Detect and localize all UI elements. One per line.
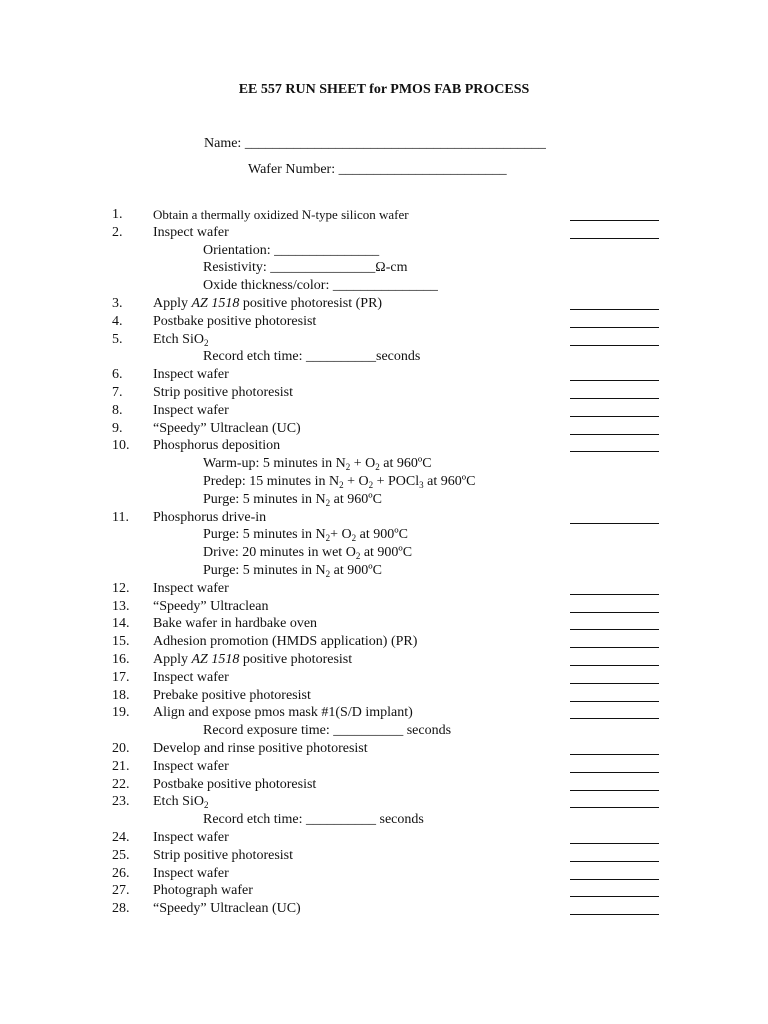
step-detail-text[interactable]: Orientation: _______________ [203, 242, 380, 258]
step-row [0, 402, 768, 420]
step-detail-row [0, 348, 768, 366]
step-number: 1. [112, 207, 123, 222]
step-number: 18. [112, 687, 130, 703]
step-text: Postbake positive photoresist [153, 776, 317, 792]
step-number: 24. [112, 830, 130, 845]
step-detail-text[interactable]: Record etch time: __________seconds [203, 349, 421, 365]
step-number: 28. [112, 901, 130, 917]
checkoff-line[interactable] [570, 220, 659, 221]
text-segment: + O [350, 456, 376, 472]
step-row [0, 704, 768, 722]
step-text: Inspect wafer [153, 224, 229, 240]
checkoff-line[interactable] [570, 790, 659, 791]
subscript: 2 [375, 462, 380, 473]
step-row [0, 776, 768, 794]
step-text [153, 331, 208, 349]
step-text: “Speedy” Ultraclean (UC) [153, 420, 301, 436]
checkoff-line[interactable] [570, 523, 659, 524]
step-number: 5. [112, 331, 123, 347]
checkoff-line[interactable] [570, 754, 659, 755]
step-text: Obtain a thermally oxidized N-type silicon wafer [153, 207, 409, 222]
step-row [0, 615, 768, 633]
step-text: Inspect wafer [153, 580, 229, 596]
step-detail-text[interactable] [203, 544, 412, 562]
checkoff-line[interactable] [570, 451, 659, 452]
step-detail-row [0, 491, 768, 509]
checkoff-line[interactable] [570, 398, 659, 399]
step-number: 25. [112, 847, 130, 863]
step-number: 19. [112, 705, 130, 721]
step-row [0, 633, 768, 651]
step-text [153, 651, 352, 669]
step-text: Develop and rinse positive photoresist [153, 741, 368, 756]
text-segment: Drive: 20 minutes in wet O [203, 545, 356, 561]
checkoff-line[interactable] [570, 380, 659, 381]
text-segment: at 960ºC [330, 491, 382, 507]
step-detail-text[interactable] [203, 562, 382, 580]
step-number: 3. [112, 296, 123, 311]
step-row [0, 366, 768, 384]
step-number: 21. [112, 758, 130, 774]
step-detail-row [0, 455, 768, 473]
step-text: Bake wafer in hardbake oven [153, 616, 318, 632]
step-detail-row [0, 526, 768, 544]
step-text: Inspect wafer [153, 830, 229, 845]
wafer-number-field[interactable]: Wafer Number: ________________________ [248, 162, 507, 177]
checkoff-line[interactable] [570, 718, 659, 719]
checkoff-line[interactable] [570, 594, 659, 595]
text-segment: Purge: 5 minutes in N [203, 563, 326, 578]
checkoff-line[interactable] [570, 914, 659, 915]
step-detail-row [0, 722, 768, 740]
step-row [0, 882, 768, 900]
step-row [0, 598, 768, 616]
step-text: Phosphorus drive-in [153, 509, 267, 525]
step-row [0, 847, 768, 865]
step-text: Prebake positive photoresist [153, 687, 311, 703]
text-segment: + POCl [373, 474, 420, 489]
subscript: 2 [351, 533, 357, 544]
step-text: “Speedy” Ultraclean [153, 598, 269, 614]
text-segment: Purge: 5 minutes in N [203, 527, 326, 543]
checkoff-line[interactable] [570, 701, 659, 702]
checkoff-line[interactable] [570, 612, 659, 613]
step-detail-text[interactable]: Record etch time: __________ seconds [203, 812, 424, 828]
text-segment: at 900ºC [360, 545, 413, 561]
step-detail-text[interactable]: Resistivity: _______________Ω-cm [203, 260, 408, 276]
step-number: 27. [112, 883, 130, 899]
step-number: 11. [112, 509, 129, 525]
step-detail-row [0, 811, 768, 829]
step-number: 22. [112, 776, 130, 792]
step-number: 8. [112, 402, 123, 418]
step-row [0, 669, 768, 687]
subscript: 2 [339, 480, 344, 490]
step-row [0, 331, 768, 349]
step-row [0, 900, 768, 918]
step-number: 7. [112, 385, 123, 400]
checkoff-line[interactable] [570, 861, 659, 862]
italic-product-name: AZ 1518 [191, 296, 240, 311]
step-row [0, 651, 768, 669]
step-row [0, 740, 768, 758]
checkoff-line[interactable] [570, 416, 659, 417]
checkoff-line[interactable] [570, 238, 659, 239]
checkoff-line[interactable] [570, 647, 659, 648]
step-number: 6. [112, 367, 123, 383]
text-segment: Apply [153, 652, 192, 667]
step-detail-row [0, 277, 768, 295]
step-detail-row [0, 473, 768, 491]
step-row [0, 224, 768, 242]
step-row [0, 313, 768, 331]
step-row [0, 829, 768, 847]
step-text [153, 295, 382, 313]
text-segment: at 900ºC [356, 527, 408, 543]
step-row [0, 384, 768, 402]
step-detail-text[interactable] [203, 455, 432, 473]
step-text: Inspect wafer [153, 865, 229, 881]
step-number: 15. [112, 634, 130, 650]
text-segment: positive photoresist [239, 652, 353, 667]
step-number: 17. [112, 669, 130, 685]
checkoff-line[interactable] [570, 772, 659, 773]
checkoff-line[interactable] [570, 807, 659, 808]
checkoff-line[interactable] [570, 434, 659, 435]
step-number: 10. [112, 438, 130, 454]
text-segment: at 960ºC [423, 474, 476, 489]
text-segment: at 900ºC [330, 563, 382, 578]
step-row [0, 295, 768, 313]
step-text: Postbake positive photoresist [153, 313, 317, 329]
subscript: 2 [203, 337, 209, 348]
text-segment: Etch SiO [153, 331, 204, 347]
step-text [153, 793, 208, 811]
step-row [0, 420, 768, 438]
text-segment: + O [343, 474, 369, 489]
step-number: 12. [112, 580, 130, 596]
text-segment: Etch SiO [153, 794, 204, 810]
step-text: Inspect wafer [153, 367, 229, 383]
step-row [0, 580, 768, 598]
text-segment: Apply [153, 296, 192, 311]
text-segment: at 960ºC [379, 456, 432, 472]
step-row [0, 206, 768, 224]
checkoff-line[interactable] [570, 896, 659, 897]
step-detail-row [0, 242, 768, 260]
step-detail-row [0, 562, 768, 580]
step-text: Inspect wafer [153, 758, 229, 774]
subscript: 2 [203, 800, 209, 811]
text-segment: positive photoresist (PR) [239, 296, 383, 311]
checkoff-line[interactable] [570, 327, 659, 328]
text-segment: Purge: 5 minutes in N [203, 491, 326, 507]
step-number: 14. [112, 616, 130, 632]
step-detail-row [0, 544, 768, 562]
italic-product-name: AZ 1518 [191, 652, 240, 667]
text-segment: Predep: 15 minutes in N [203, 474, 340, 489]
subscript: 2 [325, 533, 331, 544]
step-detail-text[interactable] [203, 526, 408, 544]
step-text: Strip positive photoresist [153, 385, 293, 400]
subscript: 2 [345, 462, 351, 473]
step-number: 26. [112, 865, 130, 881]
step-text: Align and expose pmos mask #1(S/D implant) [153, 705, 413, 721]
step-text: Strip positive photoresist [153, 847, 293, 863]
document-title: EE 557 RUN SHEET for PMOS FAB PROCESS [238, 82, 530, 97]
step-row [0, 687, 768, 705]
text-segment: + O [330, 527, 352, 543]
checkoff-line[interactable] [570, 665, 659, 666]
step-detail-row [0, 259, 768, 277]
step-text: Inspect wafer [153, 402, 229, 418]
step-text: Phosphorus deposition [153, 438, 281, 454]
step-detail-text[interactable]: Record exposure time: __________ seconds [203, 723, 452, 739]
step-row [0, 758, 768, 776]
subscript: 2 [355, 551, 361, 562]
step-number: 23. [112, 794, 130, 810]
step-number: 13. [112, 598, 130, 614]
step-text: Adhesion promotion (HMDS application) (PR) [153, 634, 418, 650]
step-text: Inspect wafer [153, 669, 229, 685]
subscript: 3 [419, 480, 424, 490]
step-number: 16. [112, 652, 130, 667]
checkoff-line[interactable] [570, 345, 659, 346]
step-text: Photograph wafer [153, 883, 253, 899]
text-segment: Warm-up: 5 minutes in N [203, 456, 346, 472]
step-row [0, 509, 768, 527]
step-number: 2. [112, 224, 123, 240]
step-number: 20. [112, 741, 130, 756]
step-detail-text[interactable] [203, 473, 475, 491]
step-row [0, 865, 768, 883]
step-row [0, 793, 768, 811]
subscript: 2 [325, 497, 331, 508]
checkoff-line[interactable] [570, 629, 659, 630]
checkoff-line[interactable] [570, 683, 659, 684]
checkoff-line[interactable] [570, 309, 659, 310]
checkoff-line[interactable] [570, 843, 659, 844]
step-detail-text[interactable]: Oxide thickness/color: _______________ [203, 278, 438, 294]
step-text: “Speedy” Ultraclean (UC) [153, 901, 301, 917]
subscript: 2 [368, 480, 374, 490]
checkoff-line[interactable] [570, 879, 659, 880]
name-field[interactable]: Name: ___________________________________________ [204, 136, 546, 151]
subscript: 2 [325, 569, 331, 579]
step-row [0, 437, 768, 455]
step-number: 9. [112, 420, 123, 436]
step-number: 4. [112, 313, 123, 329]
step-detail-text[interactable] [203, 491, 382, 509]
